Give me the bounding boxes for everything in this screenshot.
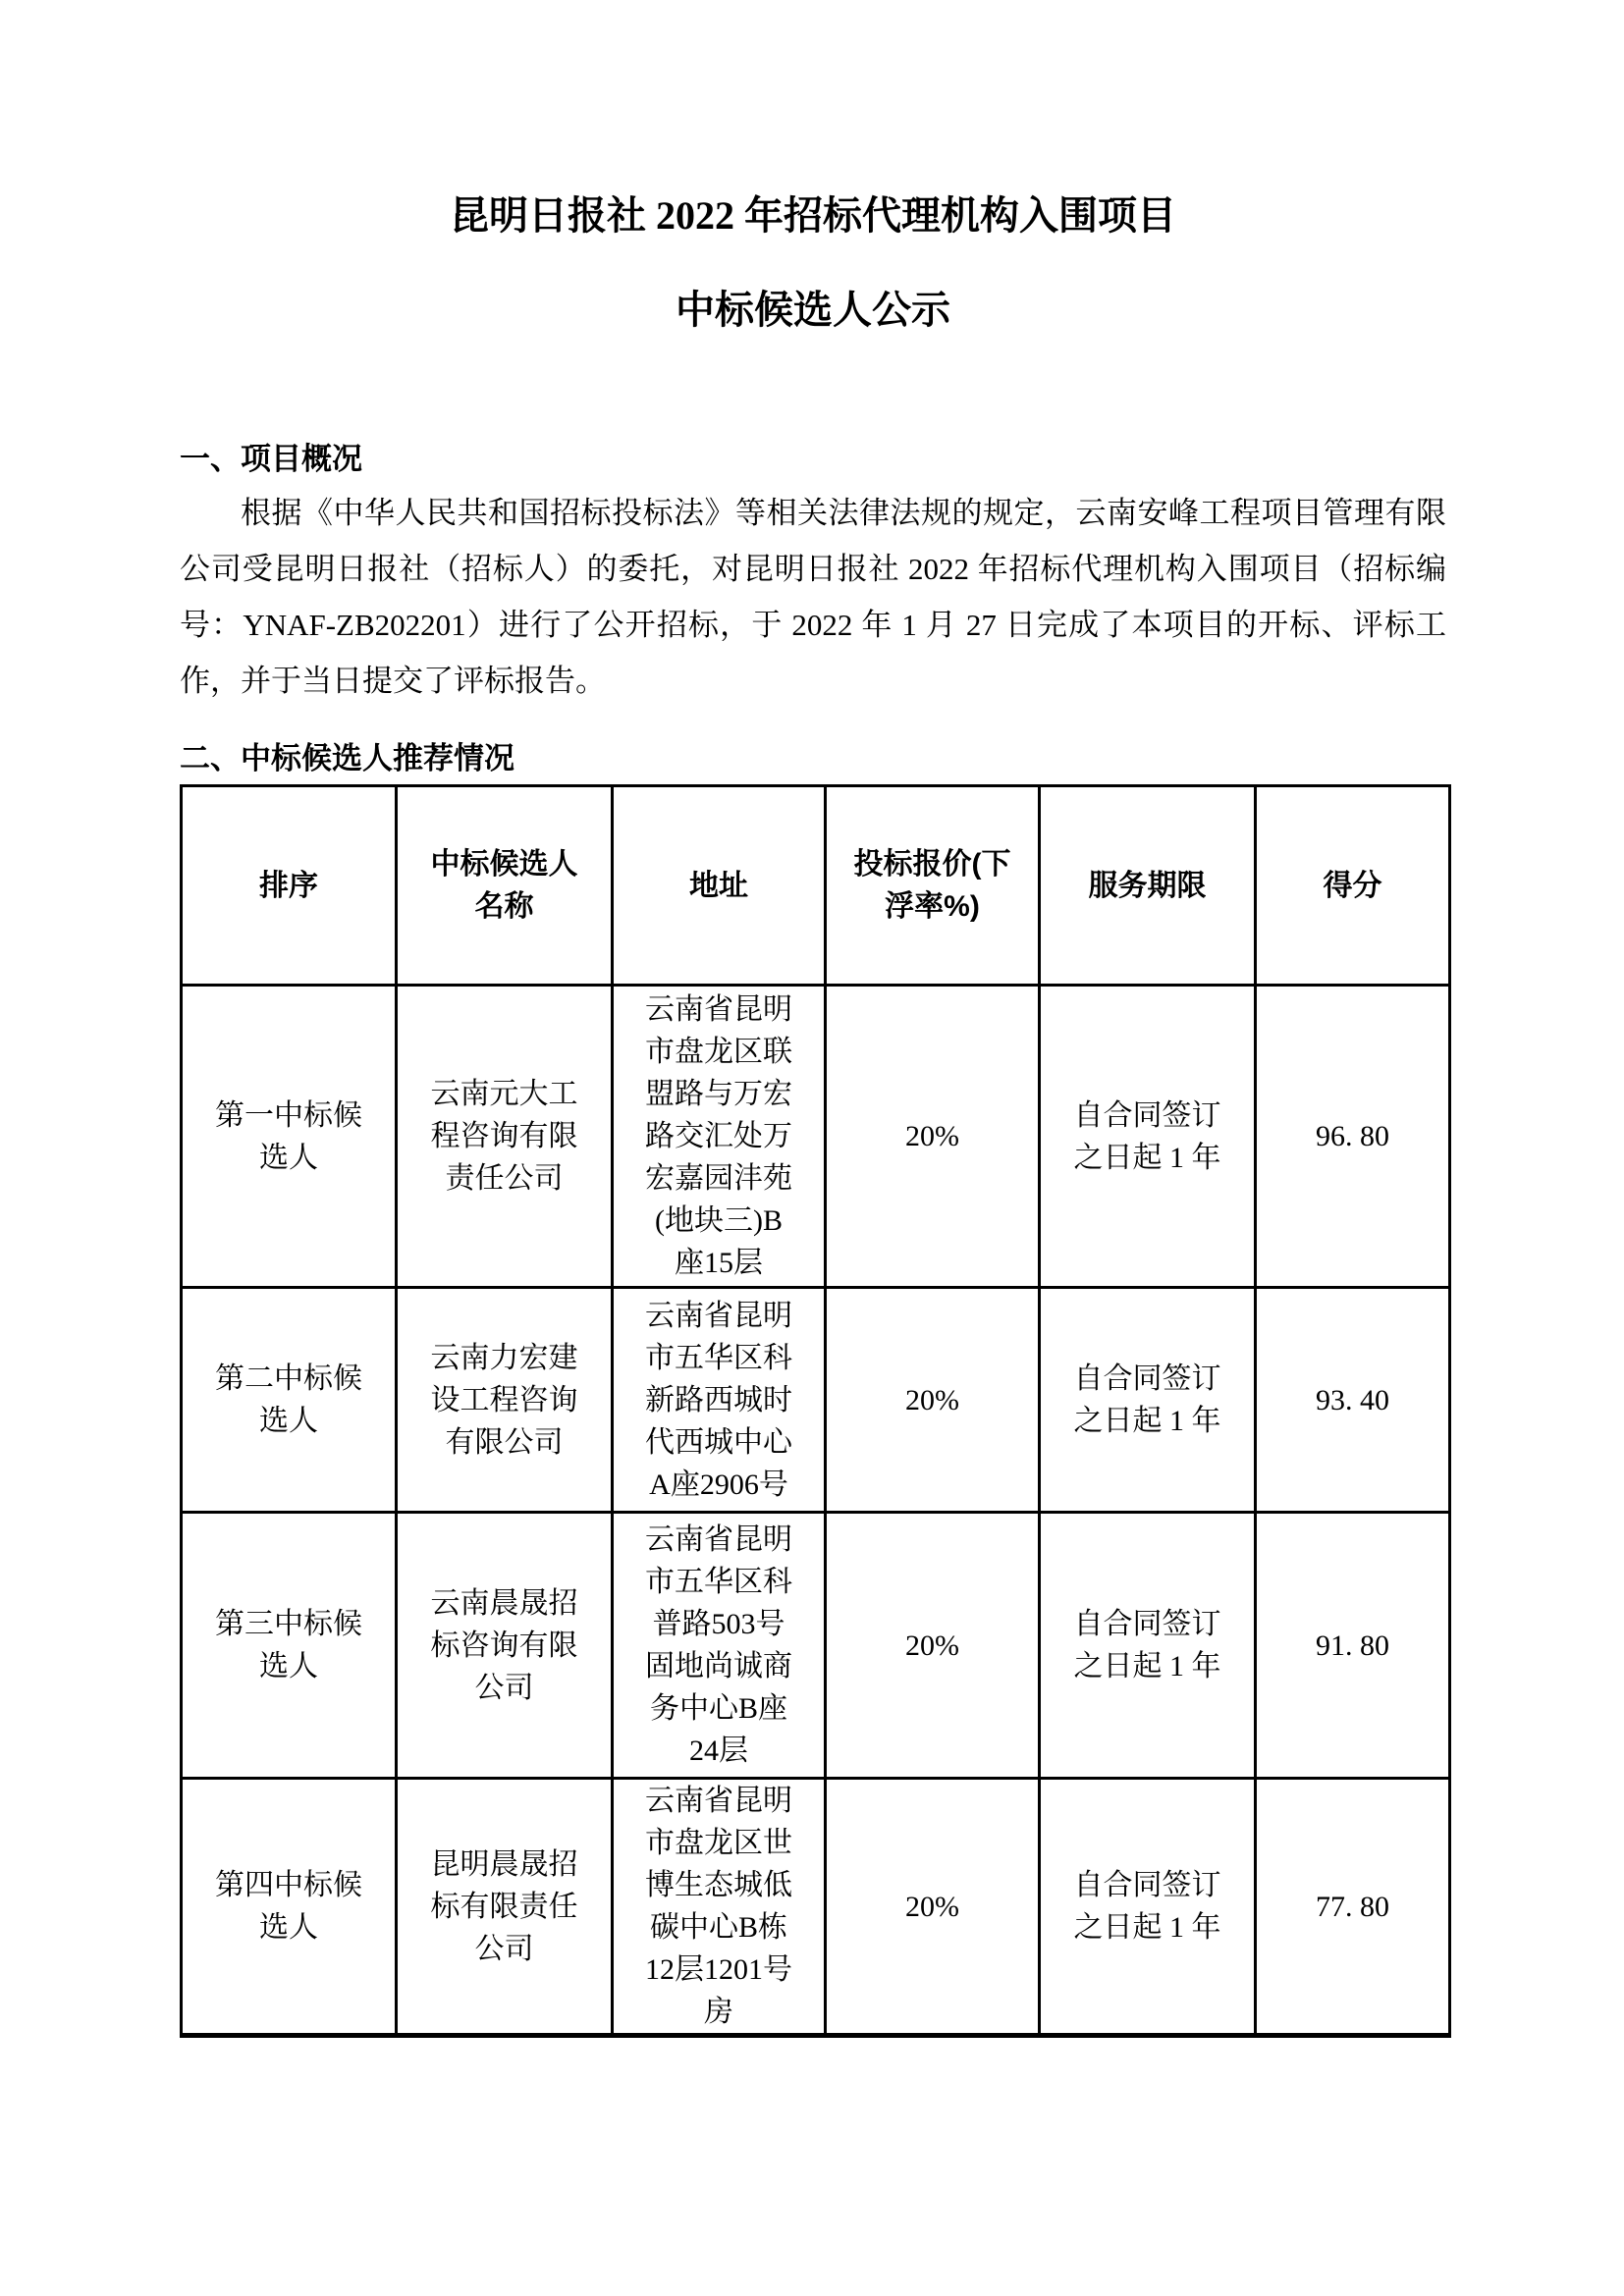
document-title-line2: 中标候选人公示 xyxy=(676,288,950,332)
score-text: 91. 80 xyxy=(1316,1629,1389,1662)
cell-bid-price xyxy=(826,1779,1040,2036)
header-address xyxy=(613,786,826,986)
table-row xyxy=(182,1779,1450,2036)
project-overview-paragraph: 根据《中华人民共和国招标投标法》等相关法律法规的规定，云南安峰工程项目管理有限公司受昆明日报社（招标人）的委托，对昆明日报社 2022 年招标代理机构入围项目（招标编号：YNAF-ZB202201）进行了公开招标，于 2022 年 1 月 27 日完成了本项目的开标、评标工作，并于当日提交了评标报告。 xyxy=(180,496,1446,698)
cell-candidate-name xyxy=(397,1779,613,2036)
cell-address xyxy=(613,986,826,1288)
address-text: 云南省昆明市盘龙区世博生态城低碳中心B栋12层1201号房 xyxy=(645,1785,792,2028)
cell-rank xyxy=(182,1513,397,1779)
cell-candidate-name xyxy=(397,1513,613,1779)
service-period-text: 自合同签订之日起 1 年 xyxy=(1073,1608,1221,1682)
header-bid-price-label: 投标报价(下浮率%) xyxy=(853,848,1011,923)
header-address-label: 地址 xyxy=(689,869,748,902)
table-row xyxy=(182,1288,1450,1513)
bid-price-text: 20% xyxy=(905,1629,959,1662)
header-rank-label: 排序 xyxy=(259,869,318,902)
cell-score xyxy=(1256,1513,1450,1779)
cell-rank xyxy=(182,1288,397,1513)
cell-rank xyxy=(182,986,397,1288)
bid-price-text: 20% xyxy=(905,1890,959,1923)
document-title-line1: 昆明日报社 2022 年招标代理机构入围项目 xyxy=(450,193,1176,238)
section-heading-project-overview: 一、项目概况 xyxy=(180,442,362,476)
score-text: 93. 40 xyxy=(1316,1383,1389,1416)
cell-rank xyxy=(182,1779,397,2036)
rank-text: 第三中标候选人 xyxy=(215,1608,362,1682)
cell-bid-price xyxy=(826,1288,1040,1513)
cell-score xyxy=(1256,1779,1450,2036)
cell-service-period xyxy=(1040,986,1256,1288)
cell-bid-price xyxy=(826,1513,1040,1779)
section-heading-candidate-recommendation: 二、中标候选人推荐情况 xyxy=(180,741,514,775)
score-text: 96. 80 xyxy=(1316,1120,1389,1152)
service-period-text: 自合同签订之日起 1 年 xyxy=(1073,1098,1221,1174)
candidate-name-text: 昆明晨晟招标有限责任公司 xyxy=(430,1847,578,1965)
header-bid-price xyxy=(826,786,1040,986)
address-text: 云南省昆明市五华区科新路西城时代西城中心A座2906号 xyxy=(645,1299,792,1501)
header-candidate-name-label: 中标候选人名称 xyxy=(430,848,578,923)
document-page xyxy=(180,0,1446,2038)
header-service-period-label: 服务期限 xyxy=(1088,869,1207,902)
header-service-period xyxy=(1040,786,1256,986)
cell-candidate-name xyxy=(397,986,613,1288)
service-period-text: 自合同签订之日起 1 年 xyxy=(1073,1869,1221,1944)
score-text: 77. 80 xyxy=(1316,1890,1389,1923)
rank-text: 第一中标候选人 xyxy=(215,1098,362,1174)
candidate-name-text: 云南力宏建设工程咨询有限公司 xyxy=(430,1341,578,1459)
header-score-label: 得分 xyxy=(1323,869,1382,902)
candidate-name-text: 云南晨晟招标咨询有限公司 xyxy=(430,1586,578,1704)
cell-service-period xyxy=(1040,1513,1256,1779)
cell-candidate-name xyxy=(397,1288,613,1513)
candidate-name-text: 云南元大工程咨询有限责任公司 xyxy=(430,1078,578,1195)
address-text: 云南省昆明市盘龙区联盟路与万宏路交汇处万宏嘉园沣苑(地块三)B座15层 xyxy=(645,993,792,1279)
cell-address xyxy=(613,1288,826,1513)
bid-price-text: 20% xyxy=(905,1383,959,1416)
table-row xyxy=(182,1513,1450,1779)
cell-score xyxy=(1256,986,1450,1288)
rank-text: 第二中标候选人 xyxy=(215,1362,362,1437)
table-row xyxy=(182,986,1450,1288)
address-text: 云南省昆明市五华区科普路503号固地尚诚商务中心B座24层 xyxy=(645,1523,792,1767)
cell-bid-price xyxy=(826,986,1040,1288)
cell-score xyxy=(1256,1288,1450,1513)
cell-address xyxy=(613,1513,826,1779)
service-period-text: 自合同签订之日起 1 年 xyxy=(1073,1362,1221,1437)
header-score xyxy=(1256,786,1450,986)
cell-service-period xyxy=(1040,1779,1256,2036)
cell-address xyxy=(613,1779,826,2036)
header-rank xyxy=(182,786,397,986)
table-header-row xyxy=(182,786,1450,986)
cell-service-period xyxy=(1040,1288,1256,1513)
candidates-table xyxy=(180,784,1451,2038)
bid-price-text: 20% xyxy=(905,1120,959,1152)
rank-text: 第四中标候选人 xyxy=(215,1869,362,1944)
header-candidate-name xyxy=(397,786,613,986)
